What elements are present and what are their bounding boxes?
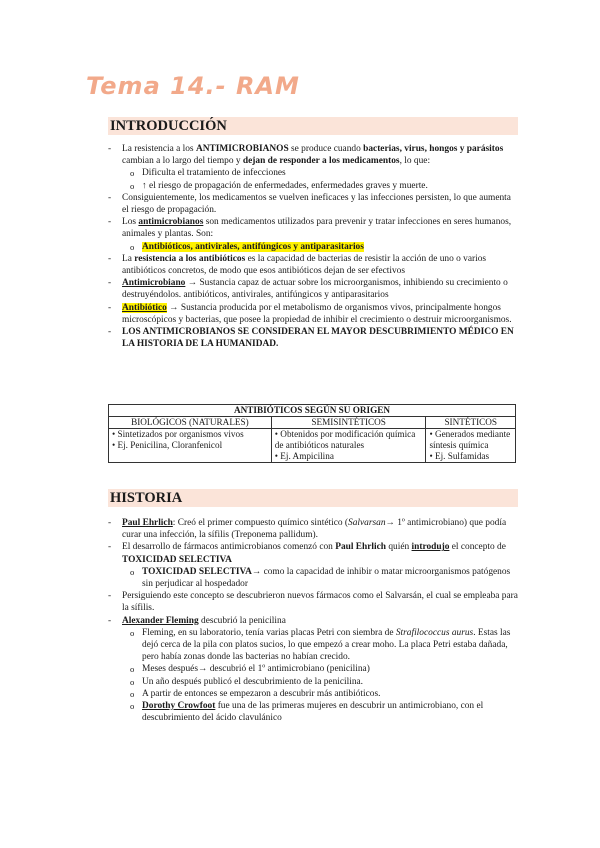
table-cell: • Obtenidos por modificación química de antibióticos naturales • Ej. Ampicilina	[271, 429, 426, 463]
sub-item-highlight: o Antibióticos, antivirales, antifúngicos y antiparasitarios	[108, 241, 518, 253]
list-item: - La resistencia a los antibióticos es la capacidad de bacterias de resistir la acción de uno o varios antibióticos concretos, de modo que esos antibióticos dejan de ser efectivos	[108, 253, 518, 277]
sub-item: o Un año después publicó el descubrimiento de la penicilina.	[108, 676, 518, 688]
sub-item: o A partir de entonces se empezaron a descubrir más antibióticos.	[108, 688, 518, 700]
sub-item: o Dorothy Crowfoot fue una de las primeras mujeres en descubrir un antimicrobiano, con el descubrimiento del ácido clavulánico	[108, 700, 518, 724]
list-item: - Antibiótico → Sustancia producida por el metabolismo de organismos vivos, principalmente hongos microscópicos y bacterias, que posee la propiedad de inhibir el crecimiento o destruir microorganismos.	[108, 302, 518, 326]
intro-content	[108, 143, 518, 350]
list-item: - La resistencia a los ANTIMICROBIANOS se produce cuando bacterias, virus, hongos y parásitos cambian a lo largo del tiempo y dejan de responder a los medicamentos, lo que:	[108, 143, 518, 167]
list-item: - Alexander Fleming descubrió la penicilina	[108, 615, 518, 627]
list-item: - El desarrollo de fármacos antimicrobianos comenzó con Paul Ehrlich quién introdujo el concepto de TOXICIDAD SELECTIVA	[108, 541, 518, 565]
section-heading-introduccion: INTRODUCCIÓN	[108, 117, 518, 135]
table-header: SEMISINTÉTICOS	[271, 417, 426, 429]
sub-item: o TOXICIDAD SELECTIVA→ como la capacidad de inhibir o matar microorganismos patógenos sin perjudicar al hospedador	[108, 566, 518, 590]
sub-item: o Meses después→ descubrió el 1º antimicrobiano (penicilina)	[108, 663, 518, 675]
list-item: - Los antimicrobianos son medicamentos utilizados para prevenir y tratar infecciones en seres humanos, animales y plantas. Son:	[108, 216, 518, 240]
sub-item: o ↑ el riesgo de propagación de enfermedades, enfermedades graves y muerte.	[108, 180, 518, 192]
list-item: - Paul Ehrlich: Creó el primer compuesto químico sintético (Salvarsan→ 1º antimicrobiano) que podía curar una infección, la sífilis (Treponema pallidum).	[108, 517, 518, 541]
list-item: - Consiguientemente, los medicamentos se vuelven ineficaces y las infecciones persisten, lo que aumenta el riesgo de propagación.	[108, 192, 518, 216]
page-title: Tema 14.- RAM	[86, 72, 300, 100]
table-caption: ANTIBIÓTICOS SEGÚN SU ORIGEN	[109, 405, 516, 417]
sub-item: o Dificulta el tratamiento de infecciones	[108, 167, 518, 179]
section-heading-historia: HISTORIA	[108, 489, 518, 507]
table-cell: • Generados mediante síntesis química • Ej. Sulfamidas	[426, 429, 516, 463]
list-item: - LOS ANTIMICROBIANOS SE CONSIDERAN EL MAYOR DESCUBRIMIENTO MÉDICO EN LA HISTORIA DE LA HUMANIDAD.	[108, 326, 518, 350]
list-item: - Antimicrobiano → Sustancia capaz de actuar sobre los microorganismos, inhibiendo su crecimiento o destruyéndolos. antibióticos, antivirales, antifúngicos y antiparasitarios	[108, 277, 518, 301]
antibiotics-table	[108, 404, 516, 463]
table-header: SINTÉTICOS	[426, 417, 516, 429]
table-header: BIOLÓGICOS (NATURALES)	[109, 417, 272, 429]
historia-content	[108, 517, 518, 724]
table-cell: • Sintetizados por organismos vivos • Ej. Penicilina, Cloranfenicol	[109, 429, 272, 463]
sub-item: o Fleming, en su laboratorio, tenía varias placas Petri con siembra de Strafilococcus aurus. Estas las dejó cerca de la pila con platos sucios, lo que empezó a crear moho. La placa Petri estaba dañada, pero había zonas donde las bacterias no habían crecido.	[108, 627, 518, 664]
list-item: - Persiguiendo este concepto se descubrieron nuevos fármacos como el Salvarsán, el cual se empleaba para la sífilis.	[108, 590, 518, 614]
